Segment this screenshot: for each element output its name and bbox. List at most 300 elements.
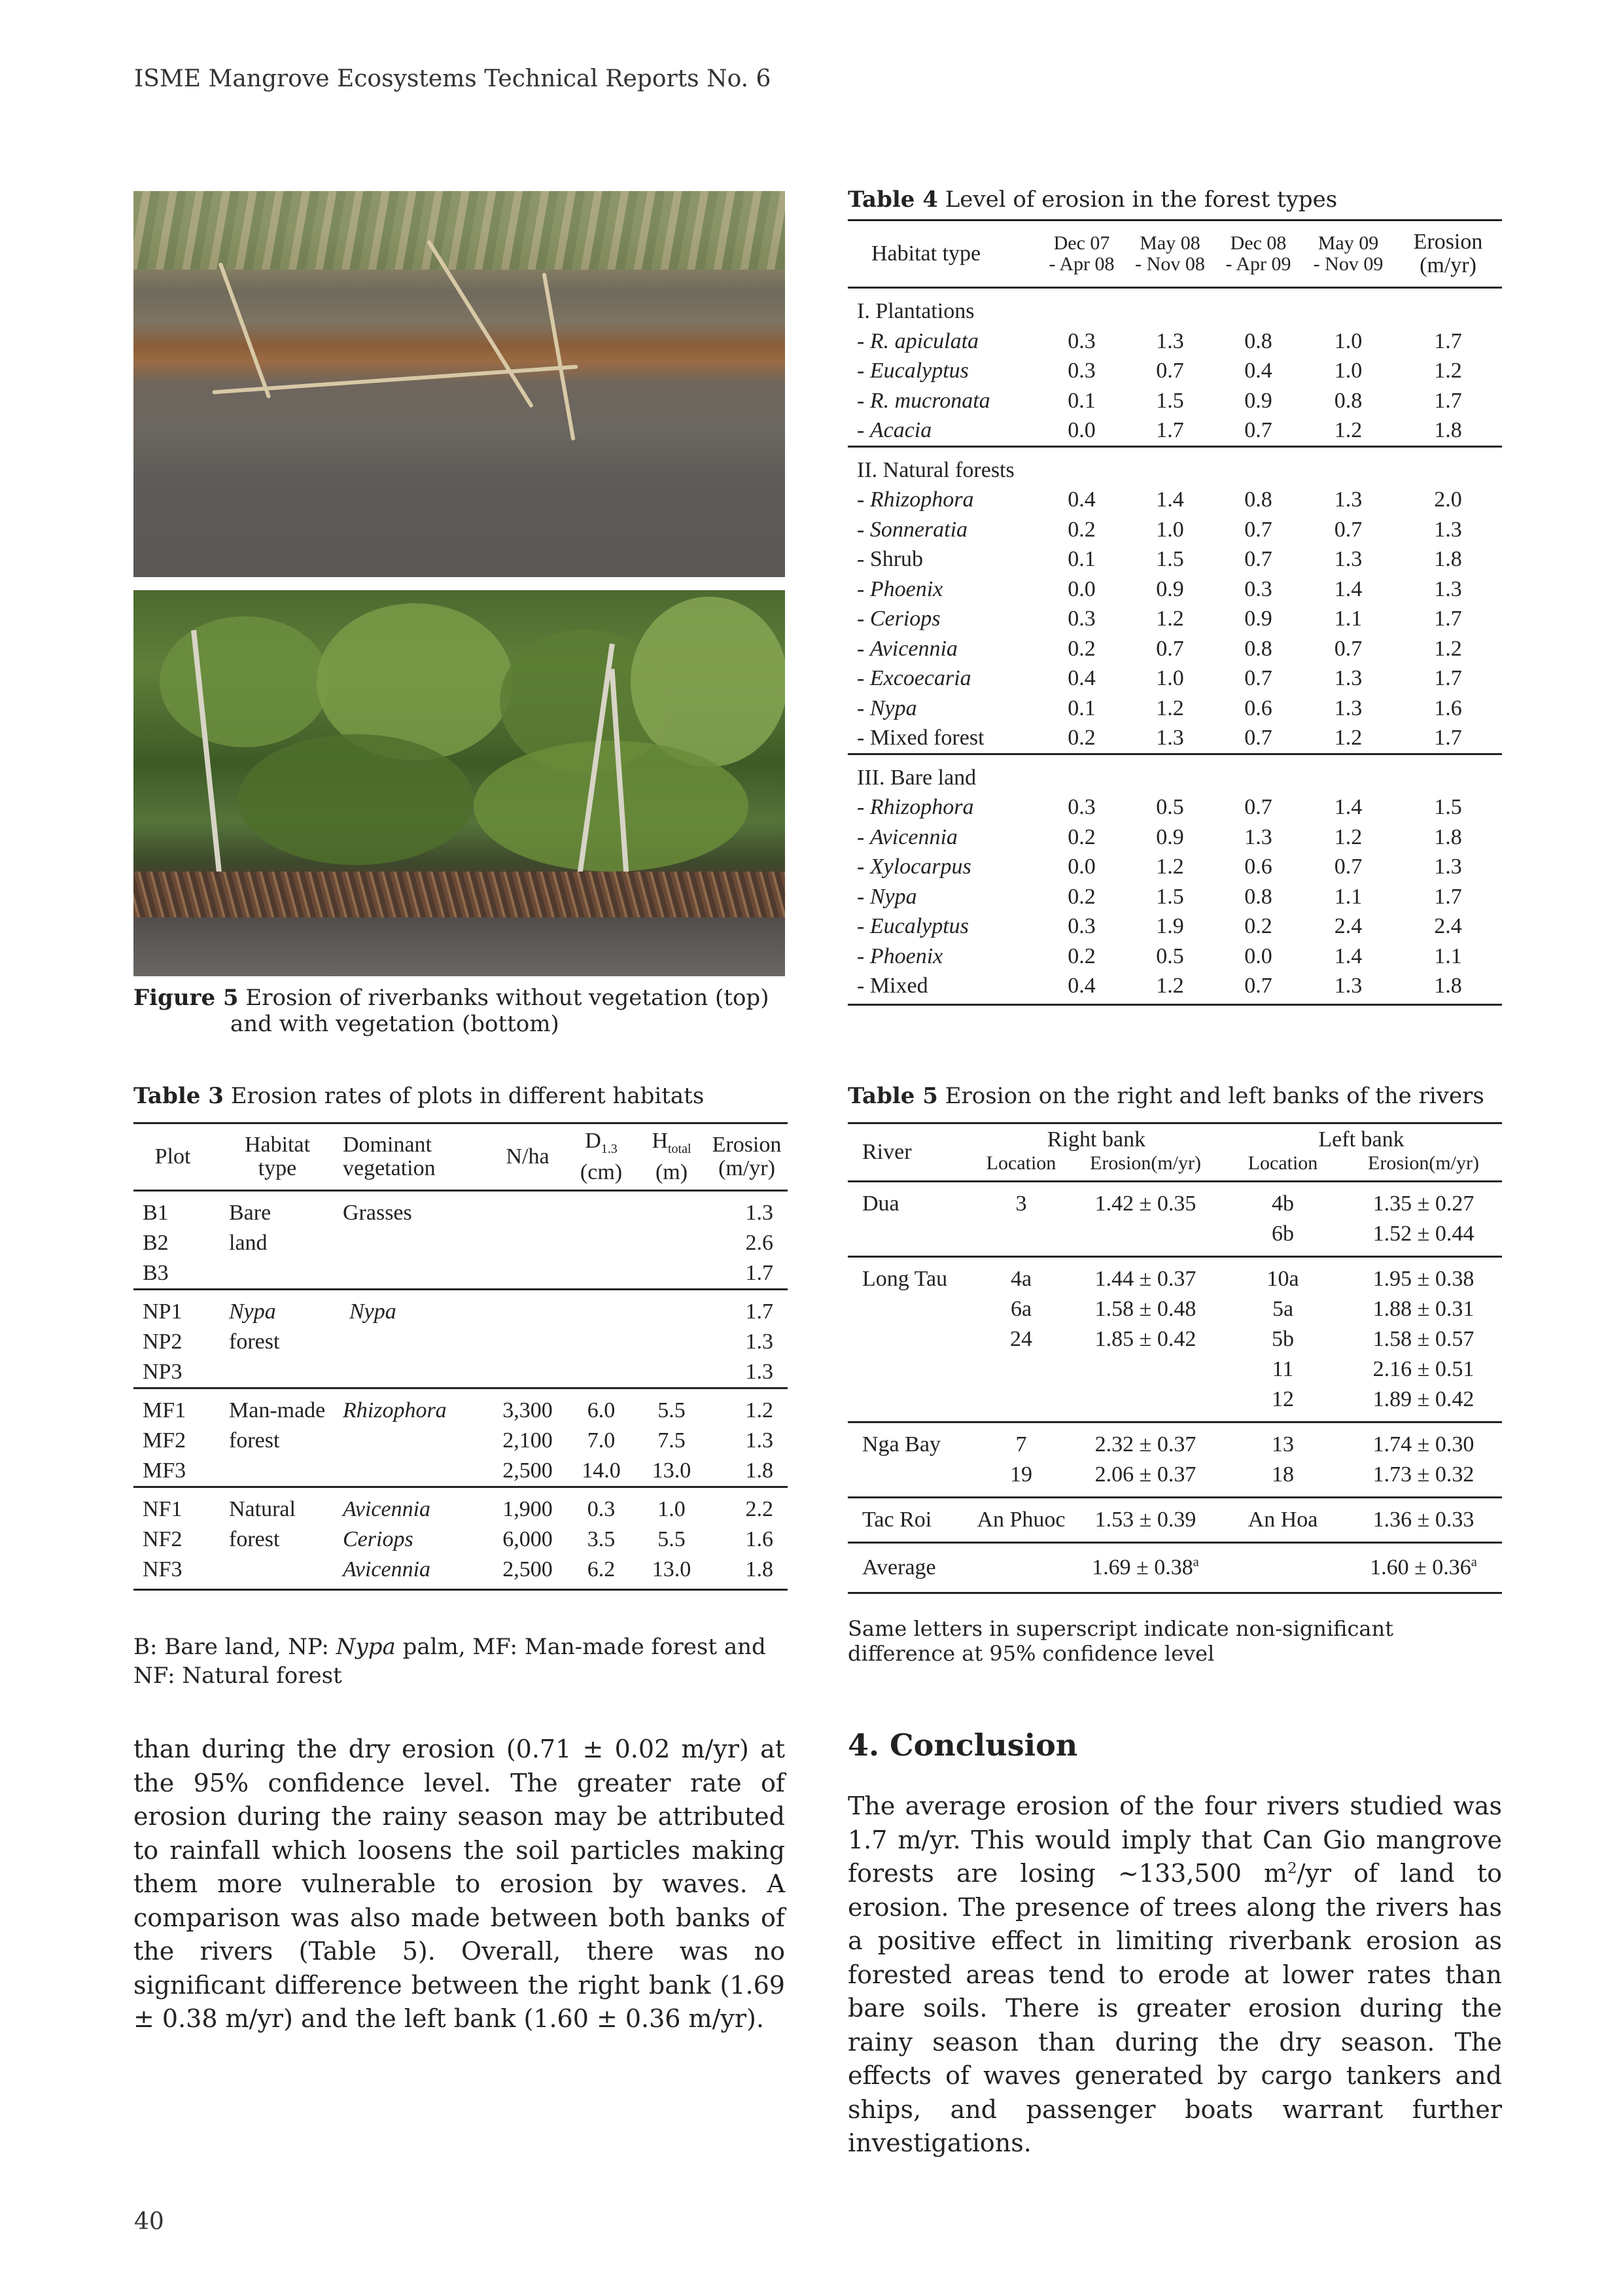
plot-id: NP2: [143, 1330, 183, 1354]
table4-row: [848, 485, 1502, 515]
left-location: 12: [1272, 1387, 1294, 1411]
right-erosion: 1.85 ± 0.42: [1094, 1327, 1196, 1351]
header-right-location: Location: [972, 1152, 1070, 1182]
table5-row: [848, 1460, 1502, 1498]
table4-row: [848, 415, 1502, 446]
right-erosion: [1070, 1219, 1221, 1257]
plot-id: NF3: [133, 1555, 212, 1590]
habitat-type: forest: [229, 1330, 280, 1354]
value-cell: 1.2: [1334, 824, 1363, 849]
habitat-name: - Phoenix: [857, 576, 943, 601]
table3-row: [133, 1555, 788, 1590]
value-cell: 0.1: [1068, 696, 1096, 720]
header-dominant-vegetation: Dominant vegetation: [343, 1123, 490, 1191]
erosion-value: 2.2: [706, 1487, 788, 1525]
nha-value: [490, 1357, 565, 1388]
right-erosion: [1070, 1354, 1221, 1385]
habitat-type: Natural: [212, 1487, 343, 1525]
nha-value: 6,000: [502, 1527, 553, 1551]
value-cell: 1.3: [1434, 576, 1462, 601]
value-cell: 0.7: [1156, 636, 1184, 661]
dominant-vegetation: Avicennia: [343, 1555, 490, 1590]
table4-row: [848, 911, 1502, 942]
nha-value: 3,300: [490, 1388, 565, 1426]
value-cell: 1.4: [1156, 487, 1184, 512]
table5-row: [848, 1422, 1502, 1460]
dominant-vegetation: Avicennia: [343, 1487, 490, 1525]
value-cell: 1.7: [1434, 388, 1462, 413]
table3-row: [133, 1327, 788, 1357]
table3-row: [133, 1426, 788, 1456]
value-cell: 0.8: [1244, 487, 1272, 512]
habitat-type: [212, 1456, 343, 1487]
value-cell: 0.6: [1244, 696, 1272, 720]
value-cell: 1.2: [1334, 726, 1363, 750]
value-cell: 0.3: [1068, 359, 1096, 383]
dominant-vegetation: Ceriops: [343, 1527, 413, 1551]
value-cell: 0.2: [1068, 824, 1096, 849]
value-cell: 0.3: [1068, 328, 1096, 353]
d13-value: 6.2: [565, 1555, 637, 1590]
left-location: 13: [1221, 1422, 1345, 1460]
table3-row: [133, 1228, 788, 1258]
right-erosion: 1.44 ± 0.37: [1070, 1257, 1221, 1295]
table3-row: [133, 1258, 788, 1290]
value-cell: 0.9: [1156, 576, 1184, 601]
plot-id: MF1: [133, 1388, 212, 1426]
conclusion-heading: 4. Conclusion: [848, 1727, 1078, 1763]
htotal-value: 5.5: [657, 1527, 686, 1551]
d13-value: 3.5: [587, 1527, 616, 1551]
value-cell: 1.7: [1434, 607, 1462, 631]
header-right-erosion: Erosion(m/yr): [1070, 1152, 1221, 1182]
right-location: 6a: [1010, 1297, 1032, 1321]
value-cell: 1.0: [1156, 666, 1184, 690]
htotal-value: 13.0: [652, 1458, 691, 1483]
nha-value: [490, 1228, 565, 1258]
header-period-3: Dec 08 - Apr 09: [1225, 232, 1291, 275]
value-cell: 1.8: [1394, 971, 1502, 1004]
header-period-2: May 08 - Nov 08: [1135, 232, 1205, 275]
table4: [848, 219, 1502, 1006]
habitat-type: land: [229, 1231, 268, 1255]
value-cell: 0.2: [1244, 914, 1272, 938]
value-cell: 0.0: [1068, 855, 1096, 879]
habitat-type: forest: [229, 1428, 280, 1453]
d13-value: [565, 1290, 637, 1328]
value-cell: 0.3: [1068, 607, 1096, 631]
value-cell: 0.0: [1068, 418, 1096, 442]
habitat-name: - Mixed: [848, 971, 1038, 1004]
table5-row: [848, 1498, 1502, 1543]
htotal-value: [637, 1258, 706, 1290]
table5: [848, 1122, 1502, 1594]
habitat-name: - Rhizophora: [857, 795, 974, 819]
value-cell: 0.7: [1244, 517, 1272, 542]
riverbank-without-vegetation-photo: [133, 191, 785, 577]
header-d13: $D_{1.3}$ (cm): [565, 1123, 637, 1191]
header-left-erosion: Erosion(m/yr): [1345, 1152, 1502, 1182]
right-erosion: 1.53 ± 0.39: [1070, 1498, 1221, 1543]
table4-row: [848, 356, 1502, 386]
right-location: 4a: [972, 1257, 1070, 1295]
d13-value: [565, 1228, 637, 1258]
left-erosion: 2.16 ± 0.51: [1372, 1357, 1475, 1381]
value-cell: 0.3: [1068, 914, 1096, 938]
nha-value: 2,100: [502, 1428, 553, 1453]
river-name: [848, 1385, 972, 1422]
value-cell: 0.2: [1068, 517, 1096, 542]
left-location: 18: [1272, 1462, 1294, 1487]
value-cell: 1.0: [1334, 359, 1363, 383]
habitat-name: - Nypa: [857, 884, 917, 909]
erosion-value: 1.3: [745, 1330, 773, 1354]
value-cell: 1.9: [1156, 914, 1184, 938]
value-cell: 0.9: [1244, 388, 1272, 413]
figure-caption-line2: and with vegetation (bottom): [230, 1011, 559, 1037]
conclusion-text: The average erosion of the four rivers studied was 1.7 m/yr. This would imply that Can Gio mangrove forests are losing ~133,500 $m^2/yr$ of land to erosion. The presence of trees along the rivers has a positive effect in limiting riverbank erosion as forested areas tend to erode at lower rates than bare soils. There is greater erosion during the rainy season than during the dry season. The effects of waves generated by cargo tankers and ships, and passenger boats warrant further investigations.: [848, 1792, 1502, 2157]
plot-id: NF1: [133, 1487, 212, 1525]
right-location: 3: [1015, 1192, 1027, 1216]
dominant-vegetation: [343, 1456, 490, 1487]
habitat-name: - Rhizophora: [857, 487, 974, 512]
table4-row: [848, 544, 1502, 574]
riverbank-with-vegetation-photo: [133, 590, 785, 976]
nha-value: 2,500: [502, 1458, 553, 1483]
river-name: Nga Bay: [848, 1422, 972, 1460]
right-location: [972, 1354, 1070, 1385]
habitat-type: Man-made: [212, 1388, 343, 1426]
left-erosion: 1.95 ± 0.38: [1345, 1257, 1502, 1295]
value-cell: 1.5: [1156, 547, 1184, 571]
nha-value: 2,500: [490, 1555, 565, 1590]
value-cell: 1.3: [1434, 517, 1462, 542]
value-cell: 1.6: [1434, 696, 1462, 720]
value-cell: 0.7: [1244, 418, 1272, 442]
table4-row: [848, 852, 1502, 882]
value-cell: 0.8: [1334, 388, 1363, 413]
table4-row: [848, 663, 1502, 694]
value-cell: 0.7: [1214, 971, 1302, 1004]
value-cell: 1.3: [1334, 696, 1363, 720]
value-cell: 0.4: [1038, 971, 1126, 1004]
htotal-value: 1.0: [637, 1487, 706, 1525]
value-cell: 1.4: [1334, 944, 1363, 968]
value-cell: 1.4: [1334, 576, 1363, 601]
value-cell: 1.3: [1334, 547, 1363, 571]
habitat-type: [212, 1357, 343, 1388]
header-river: River: [848, 1123, 972, 1182]
right-erosion: 2.32 ± 0.37: [1070, 1422, 1221, 1460]
erosion-value: 1.7: [706, 1290, 788, 1328]
table3-header: [133, 1123, 788, 1191]
right-erosion: 1.42 ± 0.35: [1094, 1192, 1196, 1216]
left-location: 11: [1272, 1357, 1294, 1381]
left-erosion: 1.35 ± 0.27: [1372, 1192, 1475, 1216]
right-location: 19: [1010, 1462, 1032, 1487]
d13-value: [565, 1327, 637, 1357]
value-cell: 0.1: [1068, 388, 1096, 413]
river-name: Tac Roi: [848, 1498, 972, 1543]
table5-row: [848, 1294, 1502, 1324]
value-cell: 0.0: [1244, 944, 1272, 968]
value-cell: 0.7: [1244, 547, 1272, 571]
value-cell: 1.1: [1434, 944, 1462, 968]
table4-caption: Table 4 Level of erosion in the forest types: [848, 186, 1338, 213]
table4-row: [848, 574, 1502, 605]
table4-row: [848, 882, 1502, 912]
table5-note: Same letters in superscript indicate non-significant difference at 95% confidence level: [848, 1616, 1393, 1666]
river-name: [848, 1354, 972, 1385]
river-name: [848, 1460, 972, 1498]
value-cell: 0.2: [1068, 726, 1096, 750]
habitat-name: - Eucalyptus: [857, 914, 969, 938]
right-erosion: 2.06 ± 0.37: [1094, 1462, 1196, 1487]
table4-group-row: [848, 446, 1502, 485]
value-cell: 0.2: [1068, 944, 1096, 968]
table5-row: [848, 1219, 1502, 1257]
habitat-type: Bare: [229, 1201, 271, 1225]
header-period-4: May 09 - Nov 09: [1313, 232, 1384, 275]
d13-value: 7.0: [587, 1428, 616, 1453]
dominant-vegetation: Nypa: [343, 1290, 490, 1328]
value-cell: 0.7: [1334, 855, 1363, 879]
left-location: An Hoa: [1221, 1498, 1345, 1543]
value-cell: 0.9: [1244, 607, 1272, 631]
right-erosion: 1.58 ± 0.48: [1094, 1297, 1196, 1321]
value-cell: 1.8: [1434, 418, 1462, 442]
value-cell: 1.0: [1334, 328, 1363, 353]
figure-caption: [133, 985, 788, 1037]
table5-row: [848, 1324, 1502, 1354]
table3-row: [133, 1456, 788, 1487]
habitat-type: [212, 1555, 343, 1590]
htotal-value: 7.5: [657, 1428, 686, 1453]
dominant-vegetation: Grasses: [343, 1201, 412, 1225]
habitat-type: [212, 1258, 343, 1290]
right-location: An Phuoc: [972, 1498, 1070, 1543]
habitat-type: Nypa: [212, 1290, 343, 1328]
header-nha: N/ha: [490, 1123, 565, 1191]
habitat-name: - Acacia: [857, 418, 932, 442]
table3-row: [133, 1357, 788, 1388]
river-name: [848, 1294, 972, 1324]
river-name: [848, 1219, 972, 1257]
value-cell: 0.7: [1244, 666, 1272, 690]
table4-row: [848, 723, 1502, 754]
d13-value: 6.0: [565, 1388, 637, 1426]
table5-row: [848, 1354, 1502, 1385]
d13-value: [565, 1258, 637, 1290]
value-cell: 1.1: [1334, 884, 1363, 909]
left-erosion: 1.88 ± 0.31: [1372, 1297, 1475, 1321]
value-cell: 0.8: [1244, 884, 1272, 909]
d13-value: 14.0: [582, 1458, 621, 1483]
table4-row: [848, 327, 1502, 357]
left-erosion: 1.73 ± 0.32: [1372, 1462, 1475, 1487]
plot-id: MF3: [143, 1458, 186, 1483]
figure-caption-line1: Erosion of riverbanks without vegetation (top): [238, 985, 769, 1011]
value-cell: 0.6: [1244, 855, 1272, 879]
d13-value: 0.3: [565, 1487, 637, 1525]
table5-row: [848, 1182, 1502, 1220]
value-cell: 1.8: [1434, 547, 1462, 571]
erosion-value: 1.7: [745, 1261, 773, 1285]
dominant-vegetation: [343, 1228, 490, 1258]
table5-row: [848, 1257, 1502, 1295]
habitat-name: - Ceriops: [857, 607, 941, 631]
value-cell: 2.4: [1334, 914, 1363, 938]
header-plot: Plot: [133, 1123, 212, 1191]
habitat-name: - Excoecaria: [857, 666, 971, 690]
group-label: III. Bare land: [848, 754, 1502, 792]
d13-value: [565, 1357, 637, 1388]
dominant-vegetation: Rhizophora: [343, 1388, 490, 1426]
table4-group-row: [848, 288, 1502, 327]
value-cell: 1.2: [1156, 855, 1184, 879]
value-cell: 1.3: [1244, 824, 1272, 849]
habitat-name: - Avicennia: [857, 824, 958, 849]
erosion-value: 1.8: [745, 1458, 773, 1483]
value-cell: 0.2: [1068, 636, 1096, 661]
left-location: 10a: [1221, 1257, 1345, 1295]
group-label: I. Plantations: [857, 299, 975, 323]
group-label: II. Natural forests: [848, 446, 1502, 485]
value-cell: 1.3: [1302, 971, 1394, 1004]
left-erosion: 1.89 ± 0.42: [1372, 1387, 1475, 1411]
value-cell: 1.3: [1156, 328, 1184, 353]
value-cell: 1.7: [1156, 418, 1184, 442]
table4-row: [848, 792, 1502, 822]
table4-header: [848, 221, 1502, 288]
htotal-value: [637, 1357, 706, 1388]
table3-note: B: Bare land, NP: Nypa palm, MF: Man-made forest and NF: Natural forest: [133, 1634, 766, 1689]
value-cell: 0.5: [1156, 944, 1184, 968]
plot-id: NF2: [143, 1527, 183, 1551]
value-cell: 1.1: [1334, 607, 1363, 631]
d13-value: [565, 1191, 637, 1229]
value-cell: 0.7: [1244, 726, 1272, 750]
right-location: 7: [972, 1422, 1070, 1460]
river-name: [848, 1324, 972, 1354]
habitat-name: - R. apiculata: [857, 328, 979, 353]
value-cell: 0.7: [1156, 359, 1184, 383]
value-cell: 1.2: [1126, 971, 1214, 1004]
right-location: [972, 1385, 1070, 1422]
header-habitat: Habitat type: [212, 1123, 343, 1191]
value-cell: 1.7: [1434, 328, 1462, 353]
left-location: 6b: [1272, 1222, 1294, 1246]
value-cell: 0.3: [1244, 576, 1272, 601]
value-cell: 0.8: [1244, 636, 1272, 661]
value-cell: 0.3: [1068, 795, 1096, 819]
value-cell: 0.4: [1068, 487, 1096, 512]
habitat-name: - Phoenix: [857, 944, 943, 968]
nha-value: [490, 1191, 565, 1229]
value-cell: 0.8: [1244, 328, 1272, 353]
header-left-location: Location: [1221, 1152, 1345, 1182]
value-cell: 0.1: [1068, 547, 1096, 571]
habitat-name: - Mixed forest: [857, 726, 985, 750]
header-right-bank: Right bank: [972, 1123, 1221, 1152]
value-cell: 1.2: [1156, 607, 1184, 631]
htotal-value: [637, 1228, 706, 1258]
value-cell: 0.9: [1156, 824, 1184, 849]
value-cell: 2.0: [1434, 487, 1462, 512]
table3-row: [133, 1290, 788, 1328]
value-cell: 1.2: [1334, 418, 1363, 442]
header-erosion: Erosion (m/yr): [1413, 230, 1483, 277]
nha-value: [490, 1327, 565, 1357]
dominant-vegetation: [343, 1426, 490, 1456]
erosion-value: 1.3: [745, 1360, 773, 1384]
right-location: [972, 1219, 1070, 1257]
nha-value: [490, 1290, 565, 1328]
value-cell: 2.4: [1434, 914, 1462, 938]
dominant-vegetation: [343, 1327, 490, 1357]
right-erosion: [1070, 1385, 1221, 1422]
river-name: Long Tau: [848, 1257, 972, 1295]
body-text-left: than during the dry erosion (0.71 ± 0.02 m/yr) at the 95% confidence level. The greater rate of erosion during the rainy season may be attributed to rainfall which loosens the soil particles making them more vulnerable to erosion by waves. A comparison was also made between both banks of the rivers (Table 5). Overall, there was no significant difference between the right bank (1.69 ± 0.38 m/yr) and the left bank (1.60 ± 0.36 m/yr).: [133, 1735, 785, 2033]
value-cell: 0.5: [1156, 795, 1184, 819]
table5-row: [848, 1385, 1502, 1422]
table5-caption: Table 5 Erosion on the right and left banks of the rivers: [848, 1083, 1484, 1109]
dominant-vegetation: [343, 1258, 490, 1290]
plot-id: B1: [143, 1201, 169, 1225]
value-cell: 1.2: [1434, 359, 1462, 383]
htotal-value: [637, 1191, 706, 1229]
left-erosion: 1.52 ± 0.44: [1372, 1222, 1475, 1246]
table3-row: [133, 1525, 788, 1555]
page-number: 40: [134, 2208, 164, 2235]
header-period-1: Dec 07 - Apr 08: [1049, 232, 1115, 275]
habitat-name: - Sonneratia: [857, 517, 968, 542]
table4-row: [848, 634, 1502, 664]
value-cell: 1.7: [1434, 666, 1462, 690]
nha-value: [490, 1258, 565, 1290]
value-cell: 1.7: [1434, 884, 1462, 909]
value-cell: 0.4: [1068, 666, 1096, 690]
nha-value: 1,900: [490, 1487, 565, 1525]
header-erosion: Erosion (m/yr): [706, 1123, 788, 1191]
habitat-name: - Xylocarpus: [857, 855, 971, 879]
value-cell: 0.0: [1068, 576, 1096, 601]
left-location: 5a: [1272, 1297, 1294, 1321]
value-cell: 1.2: [1156, 696, 1184, 720]
habitat-name: - Eucalyptus: [857, 359, 969, 383]
left-erosion: 1.58 ± 0.57: [1372, 1327, 1475, 1351]
habitat-name: - R. mucronata: [857, 388, 990, 413]
habitat-name: - Shrub: [857, 547, 924, 571]
left-erosion: 1.74 ± 0.30: [1345, 1422, 1502, 1460]
value-cell: 1.3: [1334, 487, 1363, 512]
plot-id: NP1: [133, 1290, 212, 1328]
habitat-name: - Nypa: [857, 696, 917, 720]
table4-row: [848, 604, 1502, 634]
value-cell: 1.5: [1434, 795, 1462, 819]
table3-row: [133, 1388, 788, 1426]
value-cell: 1.5: [1156, 388, 1184, 413]
header-habitat-type: Habitat type: [871, 241, 981, 266]
erosion-value: 1.2: [706, 1388, 788, 1426]
erosion-value: 1.3: [745, 1428, 773, 1453]
plot-id: MF2: [143, 1428, 186, 1453]
table4-row: [848, 694, 1502, 724]
erosion-value: 2.6: [745, 1231, 773, 1255]
table4-group-row: [848, 754, 1502, 792]
htotal-value: [637, 1290, 706, 1328]
left-location: 5b: [1272, 1327, 1294, 1351]
